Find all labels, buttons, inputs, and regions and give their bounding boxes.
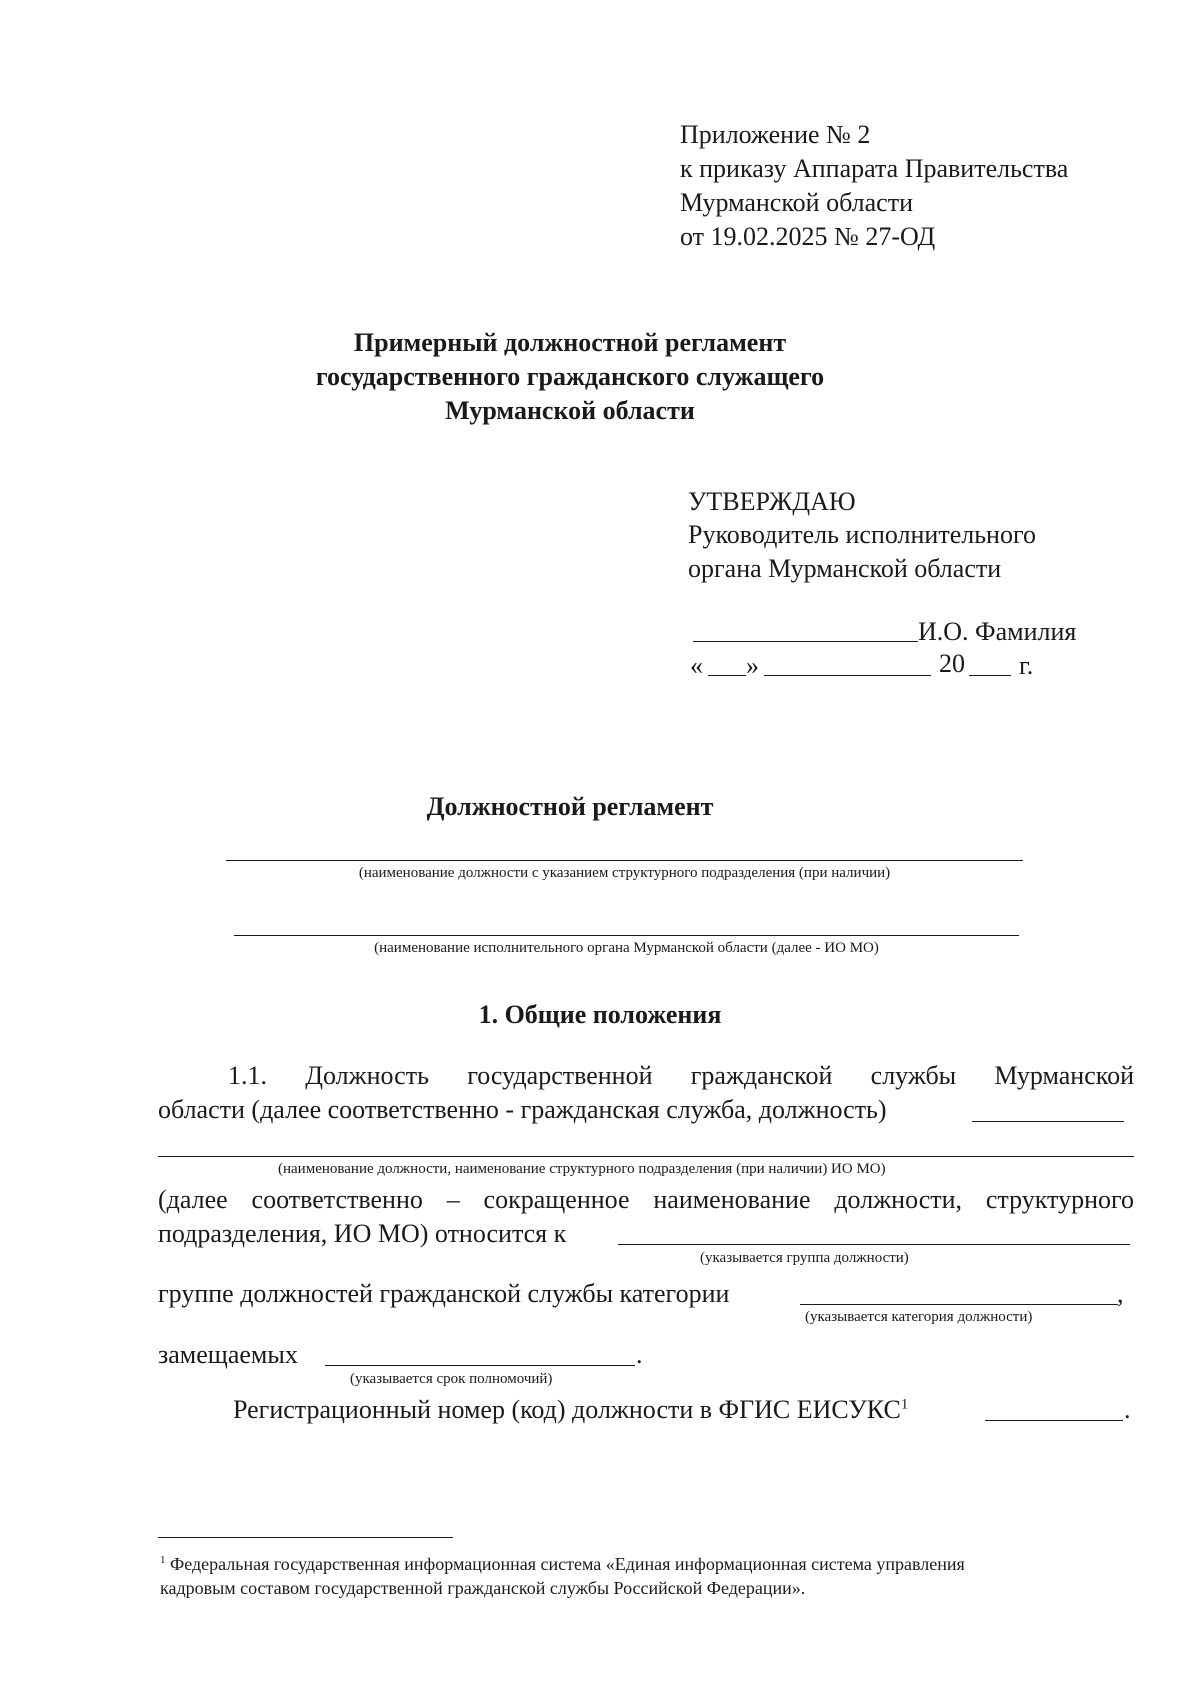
section-heading: 1. Общие положения [478,1000,722,1029]
category-line[interactable] [800,1304,1118,1305]
date-month-line[interactable] [764,675,931,676]
approval-position: Руководитель исполнительного [688,520,1036,549]
appendix-order-ref: к приказу Аппарата Правительства [680,154,1069,183]
caption-term: (указывается срок полномочий) [350,1371,553,1387]
footnote-text-1: Федеральная государственная информационная система «Единая информационная система управления [170,1554,965,1574]
registration-number-text [233,1393,908,1427]
signature-line[interactable] [693,641,918,642]
footnote-separator [158,1537,453,1538]
caption-group: (указывается группа должности) [700,1250,909,1266]
footnote-reference[interactable]: 1 [900,1396,909,1413]
registration-period: . [1124,1395,1131,1424]
date-day-line[interactable] [708,675,746,676]
paragraph-line-6: замещаемых [158,1340,298,1369]
position-full-line[interactable] [158,1156,1134,1157]
organ-name-line[interactable] [234,935,1019,936]
title-line-1: Примерный должностной регламент [353,328,787,357]
date-close-quote: » [746,651,759,680]
appendix-region: Мурманской области [680,188,913,217]
paragraph-line-3: (далее соответственно – сокращенное наименование должности, структурного [158,1185,1134,1214]
caption-name: (наименование должности, наименование структурного подразделения (при наличии) ИО МО) [278,1161,886,1177]
position-short-line[interactable] [972,1121,1124,1122]
term-period: . [636,1340,643,1369]
date-open-quote: « [690,651,703,680]
title-line-3: Мурманской области [445,396,695,425]
appendix-date: от 19.02.2025 № 27-ОД [680,222,936,251]
caption-organ: (наименование исполнительного органа Мурманской области (далее - ИО МО) [374,940,879,956]
date-year-prefix: 20 [939,649,965,678]
position-name-line[interactable] [226,860,1023,861]
regulation-heading: Должностной регламент [426,792,714,821]
paragraph-line-5: группе должностей гражданской службы категории [158,1279,730,1308]
footnote-line-1 [160,1552,965,1576]
date-year-suffix: г. [1019,651,1034,680]
paragraph-line-1: 1.1. Должность государственной гражданской службы Мурманской [228,1061,1134,1090]
approval-organ: органа Мурманской области [688,554,1002,583]
approval-heading: УТВЕРЖДАЮ [688,487,856,516]
signature-name: И.О. Фамилия [918,617,1077,646]
registration-number-line[interactable] [985,1420,1123,1421]
paragraph-line-4: подразделения, ИО МО) относится к [158,1219,567,1248]
date-year-line[interactable] [969,675,1011,676]
group-line[interactable] [618,1244,1130,1245]
caption-category: (указывается категория должности) [805,1309,1033,1325]
footnote-mark: 1 [160,1554,166,1566]
registration-label: Регистрационный номер (код) должности в ФГИС ЕИСУКС [233,1395,901,1424]
caption-position: (наименование должности с указанием структурного подразделения (при наличии) [358,865,891,881]
title-line-2: государственного гражданского служащего [315,362,825,391]
category-comma: , [1117,1279,1124,1308]
paragraph-line-2: области (далее соответственно - гражданская служба, должность) [158,1095,887,1124]
term-line[interactable] [325,1365,635,1366]
footnote-line-2: кадровым составом государственной гражданской службы Российской Федерации». [160,1578,806,1598]
appendix-number: Приложение № 2 [680,120,871,149]
